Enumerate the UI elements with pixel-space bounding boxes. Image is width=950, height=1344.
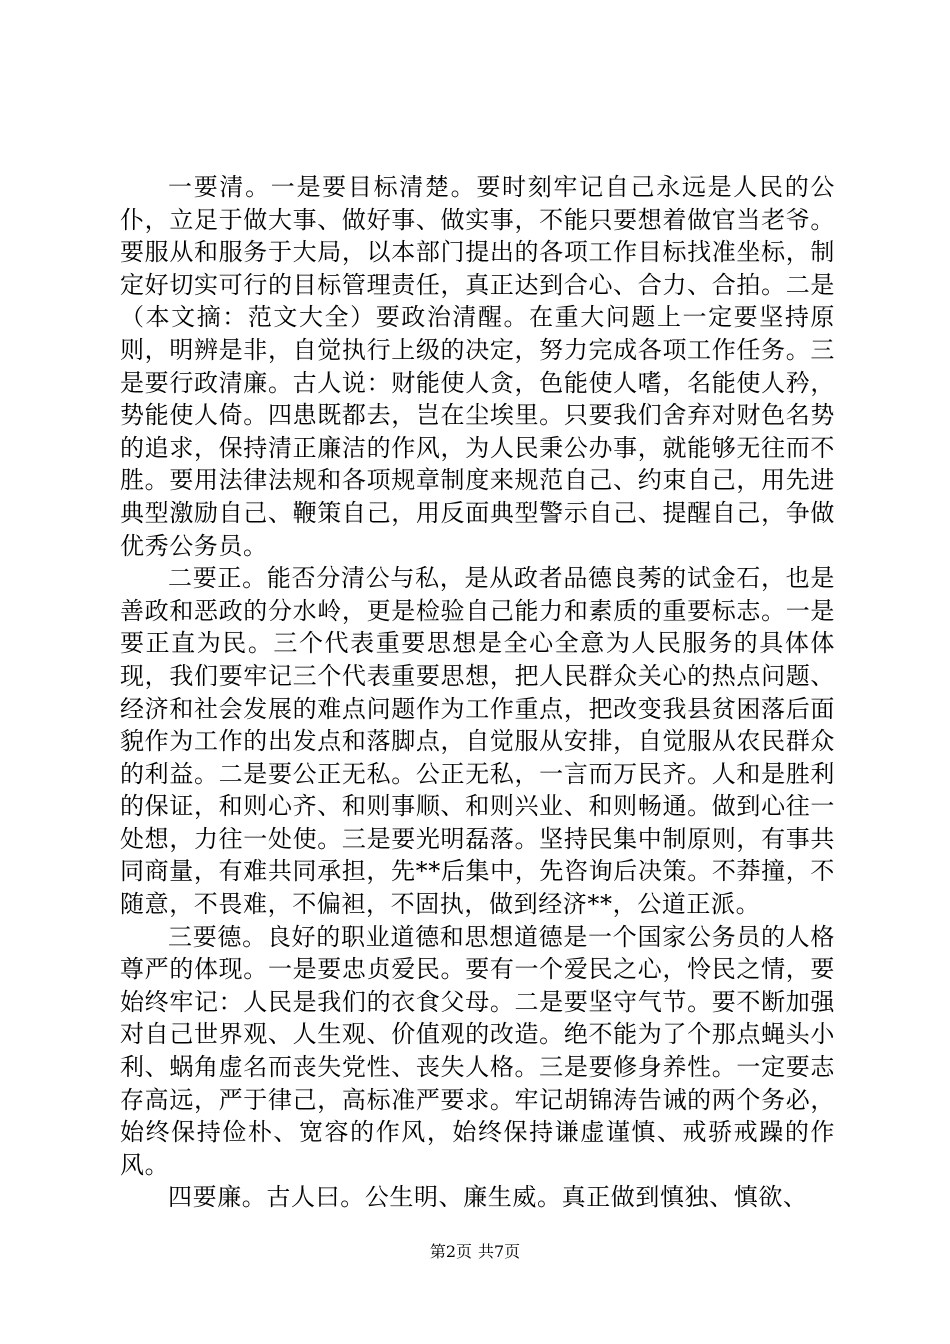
page-number: 第2页 — [429, 1242, 472, 1261]
paragraph-2: 二要正。能否分清公与私，是从政者品德良莠的试金石，也是善政和恶政的分水岭，更是检验自己能力和素质的重要标志。一是要正直为民。三个代表重要思想是全心全意为人民服务的具体体现，我们要牢记三个代表重要思想，把人民群众关心的热点问题、经济和社会发展的难点问题作为工作重点，把改变我县贫困落后面貌作为工作的出发点和落脚点，自觉服从安排，自觉服从农民群众的利益。二是要公正无私。公正无私，一言而万民齐。人和是胜利的保证，和则心齐、和则事顺、和则兴业、和则畅通。做到心往一处想，力往一处使。三是要光明磊落。坚持民集中制原则，有事共同商量，有难共同承担，先**后集中，先咨询后决策。不莽撞，不随意，不畏难，不偏袒，不固执，做到经济**，公道正派。 — [120, 564, 835, 919]
page-total: 共7页 — [478, 1242, 521, 1261]
paragraph-4: 四要廉。古人曰。公生明、廉生威。真正做到慎独、慎欲、 — [168, 1183, 808, 1212]
paragraph-1: 一要清。一是要目标清楚。要时刻牢记自己永远是人民的公仆，立足于做大事、做好事、做实事，不能只要想着做官当老爷。要服从和服务于大局，以本部门提出的各项工作目标找准坐标，制定好切实可行的目标管理责任，真正达到合心、合力、合拍。二是（本文摘：范文大全）要政治清醒。在重大问题上一定要坚持原则，明辨是非，自觉执行上级的决定，努力完成各项工作任务。三是要行政清廉。古人说：财能使人贪，色能使人嗜，名能使人矜，势能使人倚。四患既都去，岂在尘埃里。只要我们舍弃对财色名势的追求，保持清正廉洁的作风，为人民秉公办事，就能够无往而不胜。要用法律法规和各项规章制度来规范自己、约束自己，用先进典型激励自己、鞭策自己，用反面典型警示自己、提醒自己，争做优秀公务员。 — [120, 173, 835, 560]
page-footer — [0, 1242, 950, 1262]
document-body — [120, 171, 835, 1214]
paragraph-3: 三要德。良好的职业道德和思想道德是一个国家公务员的人格尊严的体现。一是要忠贞爱民。要有一个爱民之心，怜民之情，要始终牢记：人民是我们的衣食父母。二是要坚守气节。要不断加强对自己世界观、人生观、价值观的改造。绝不能为了个那点蝇头小利、蜗角虚名而丧失党性、丧失人格。三是要修身养性。一定要志存高远，严于律己，高标准严要求。牢记胡锦涛告诫的两个务必，始终保持俭朴、宽容的作风，始终保持谦虚谨慎、戒骄戒躁的作风。 — [120, 922, 835, 1179]
